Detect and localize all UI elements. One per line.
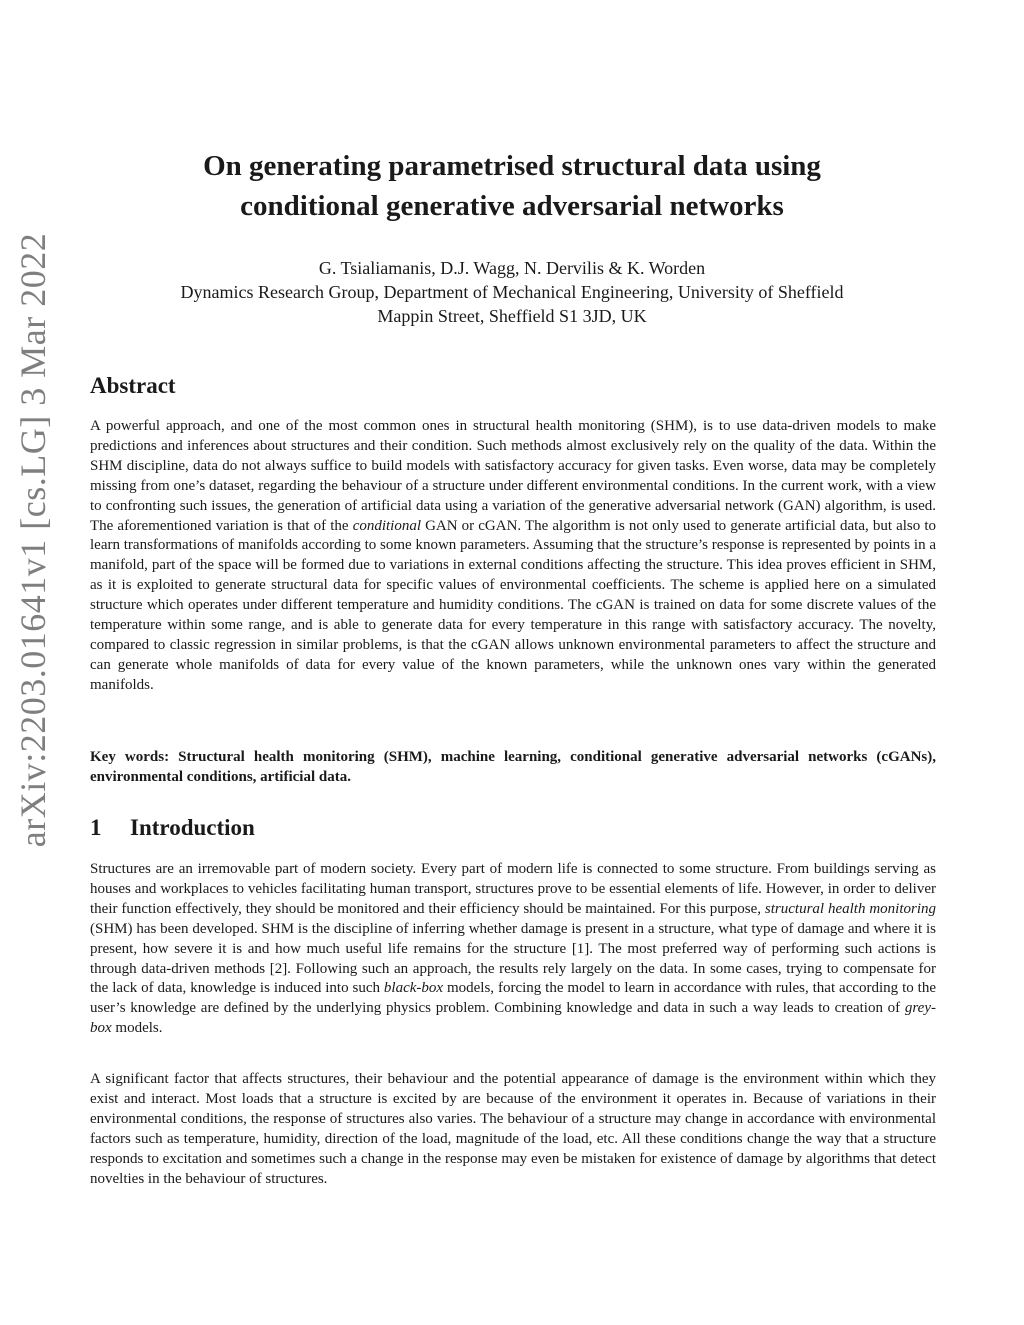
paper-title <box>92 146 932 226</box>
intro-paragraph-2: A significant factor that affects structures, their behaviour and the potential appearance of damage is the environment within which they exist and interact. Most loads that a structure is excited by are because of the environment it operates in. Because of variations in their environmental conditions, the response of structures also varies. The behaviour of a structure may change in accordance with environmental factors such as temperature, humidity, direction of the load, magnitude of the load, etc. All these conditions change the way that a structure responds to excitation and sometimes such a change in the response may even be mistaken for existence of damage by algorithms that detect novelties in the behaviour of structures. <box>90 1071 936 1187</box>
abstract-emphasis: conditional <box>352 517 422 534</box>
title-line-1: On generating parametrised structural data using <box>203 150 821 182</box>
section-number: 1 <box>90 815 102 840</box>
intro-p1-text-b: (SHM) has been developed. SHM is the discipline of inferring whether damage is present in a structure, what type of damage and where it is present, how severe it is and how much useful life remains for the structure [1]. The most preferred way of performing such actions is through data-driven methods [2]. Following such an approach, the results rely largely on the data. In some cases, trying to compensate for the lack of data, knowledge is induced into such <box>90 920 936 997</box>
abstract-heading: Abstract <box>90 373 176 398</box>
intro-p1-emphasis-1: structural health monitoring <box>764 900 936 917</box>
intro-p1-text-a: Structures are an irremovable part of modern society. Every part of modern life is connected to some structure. From buildings serving as houses and workplaces to vehicles facilitating human transport, structures prove to be essential elements of life. However, in order to deliver their function effectively, they should be monitored and their efficiency should be maintained. For this purpose, <box>90 861 936 917</box>
keywords: Key words: Structural health monitoring (SHM), machine learning, conditional generative adversarial networks (cGANs), environmental conditions, artificial data. <box>90 749 936 785</box>
affiliation-line-1: Dynamics Research Group, Department of Mechanical Engineering, University of Sheffield <box>180 282 844 302</box>
intro-paragraph-1 <box>90 860 936 1039</box>
arxiv-identifier <box>8 140 58 940</box>
abstract-text-part-1: A powerful approach, and one of the most common ones in structural health monitoring (SHM), is to use data-driven models to make predictions and inferences about structures and their condition. Such methods almost exclusively rely on the quality of the data. Within the SHM discipline, data do not always suffice to build models with satisfactory accuracy for given tasks. Even worse, data may be completely missing from one’s dataset, regarding the behaviour of a structure under different environmental conditions. In the current work, with a view to confronting such issues, the generation of artificial data using a variation of the generative adversarial network (GAN) algorithm, is used. The aforementioned variation is that of the <box>90 418 936 534</box>
arxiv-identifier-text: arXiv:2203.01641v1 [cs.LG] 3 Mar 2022 <box>13 232 53 848</box>
section-title: Introduction <box>130 815 255 840</box>
intro-p1-text-c: models, forcing the model to learn in accordance with rules, that according to the user’s knowledge are defined by the underlying physics problem. Combining knowledge and data in such a way leads to creation of <box>90 980 937 1017</box>
author-block <box>92 256 932 328</box>
title-line-2: conditional generative adversarial networks <box>240 190 784 222</box>
affiliation-line-2: Mappin Street, Sheffield S1 3JD, UK <box>377 306 647 326</box>
intro-p1-emphasis-3: grey-box <box>90 1000 936 1037</box>
authors: G. Tsialiamanis, D.J. Wagg, N. Dervilis & K. Worden <box>318 258 706 278</box>
intro-p1-text-d: models. <box>111 1020 163 1037</box>
introduction-heading <box>90 815 255 841</box>
abstract-text-part-2: GAN or cGAN. The algorithm is not only used to generate artificial data, but also to learn transformations of manifolds according to some known parameters. Assuming that the structure’s response is represented by points in a manifold, part of the space will be formed due to variations in external conditions affecting the structure. This idea proves efficient in SHM, as it is exploited to generate structural data for specific values of environmental coefficients. The scheme is applied here on a simulated structure which operates under different temperature and humidity conditions. The cGAN is trained on data for some discrete values of the temperature within some range, and is able to generate data for every temperature in this range with satisfactory accuracy. The novelty, compared to classic regression in similar problems, is that the cGAN allows unknown environmental parameters to affect the structure and can generate whole manifolds of data for every value of the known parameters, while the unknown ones vary within the generated manifolds. <box>90 517 936 693</box>
intro-p1-emphasis-2: black-box <box>383 980 444 997</box>
abstract-text <box>90 417 936 696</box>
